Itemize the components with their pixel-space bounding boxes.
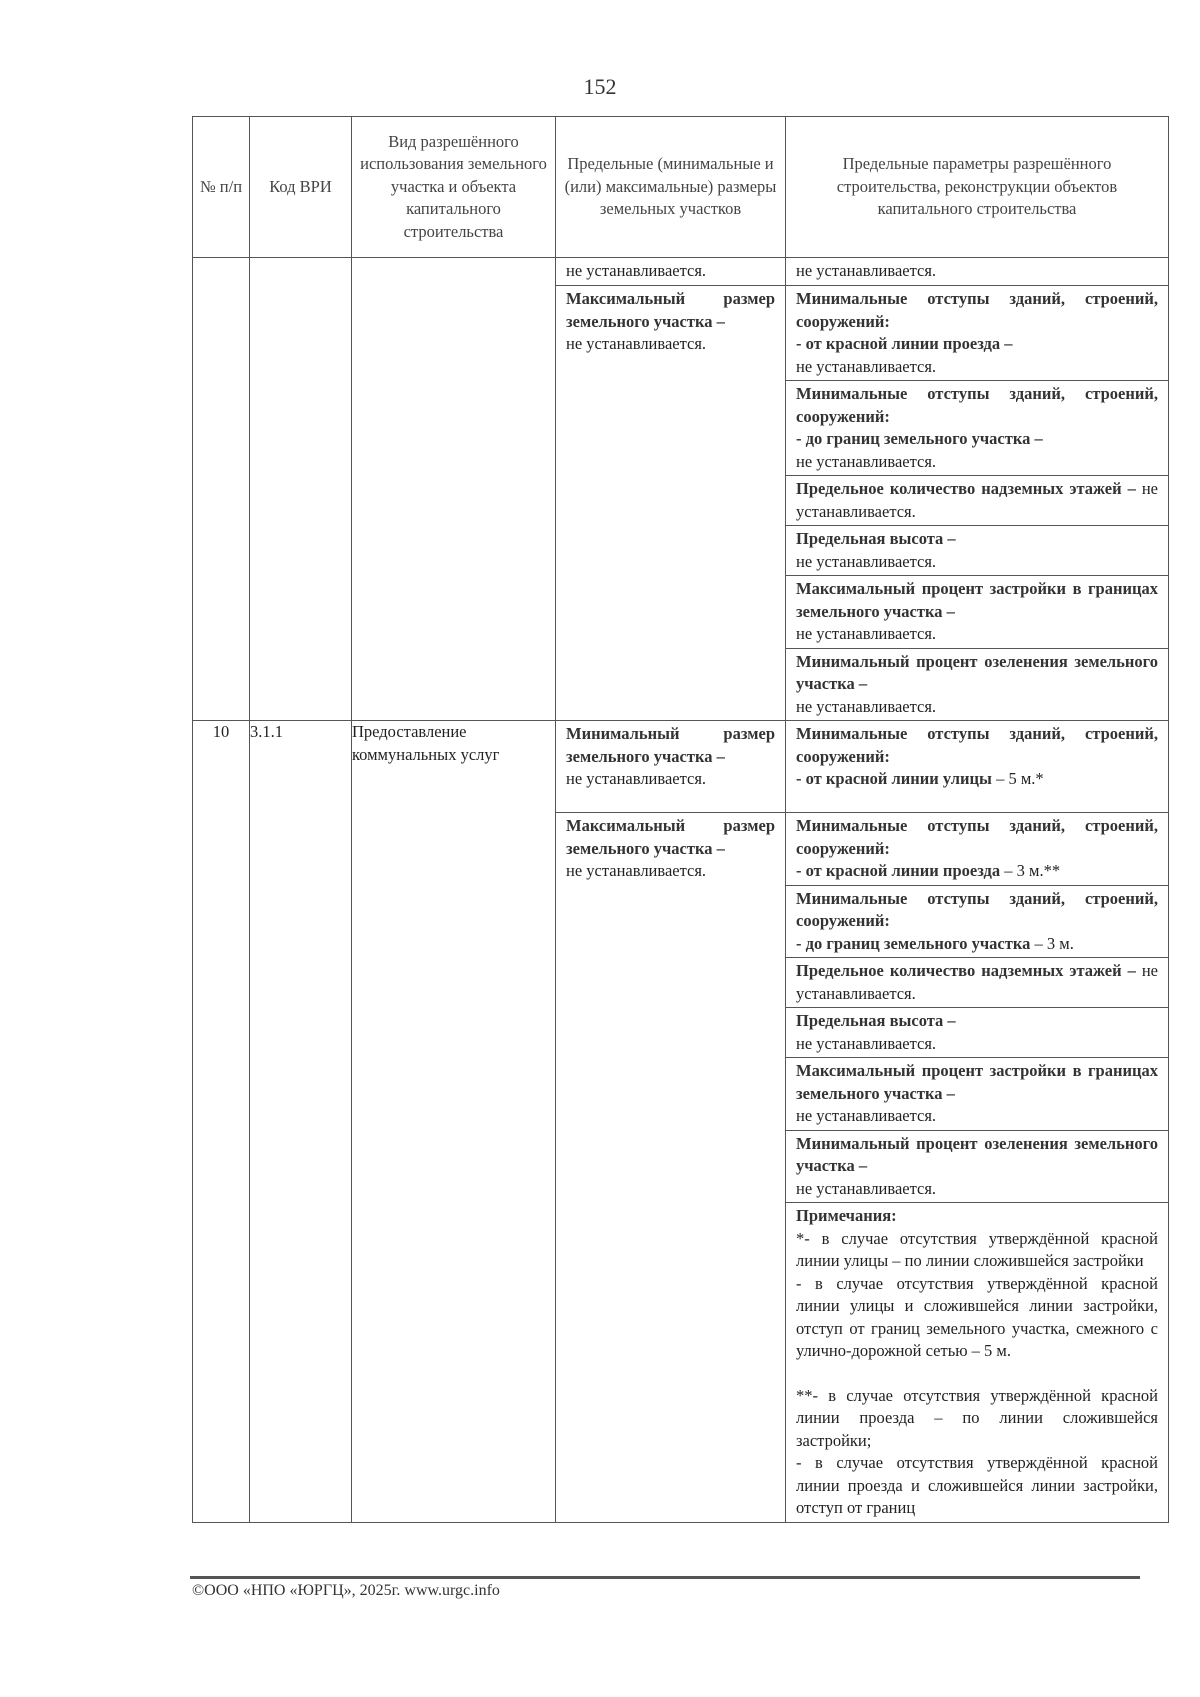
size-max xyxy=(556,285,785,358)
param-value: не устанавливается. xyxy=(796,696,937,716)
param-setback-boundary xyxy=(786,885,1168,958)
cell-size xyxy=(556,721,786,1523)
param-line2: - от красной линии улицы xyxy=(796,769,992,788)
header-code: Код ВРИ xyxy=(250,117,352,258)
param-label: Минимальные отступы зданий, строений, сооружений: xyxy=(796,384,1158,426)
note-4: - в случае отсутствия утверждённой красной линии проезда и сложившейся линии застройки, отступ от границ xyxy=(796,1453,1158,1517)
param-floors xyxy=(786,957,1168,1007)
cell-size-continued xyxy=(556,258,786,721)
param-value: не устанавливается. xyxy=(796,479,1158,521)
param-label: Минимальный процент озеленения земельного участка – xyxy=(796,1133,1158,1175)
cell-use xyxy=(352,258,556,721)
param-label: Предельная высота – xyxy=(796,1011,956,1030)
notes xyxy=(786,1202,1168,1522)
param-value: – 3 м. xyxy=(1030,933,1074,953)
footer-copyright: ©ООО «НПО «ЮРГЦ», 2025г. www.urgc.info xyxy=(192,1582,500,1599)
param-label: Минимальные отступы зданий, строений, сооружений: xyxy=(796,816,1158,858)
param-min-greenery xyxy=(786,648,1168,721)
param-height xyxy=(786,525,1168,575)
param-label: Предельное количество надземных этажей – xyxy=(796,961,1136,980)
param-value: не устанавливается. xyxy=(796,1106,937,1125)
param-value: не устанавливается. xyxy=(796,1033,937,1053)
cell-params xyxy=(786,721,1169,1523)
param-setback-driveway xyxy=(786,812,1168,885)
size-max-value: не устанавливается. xyxy=(566,334,707,353)
cell-use: Предоставление коммунальных услуг xyxy=(352,721,556,1523)
size-min-label: Минимальный размер земельного участка – xyxy=(566,724,775,766)
header-params: Предельные параметры разрешённого строительства, реконструкции объектов капитального строительства xyxy=(786,117,1169,258)
param-value: – 5 м.* xyxy=(991,769,1044,788)
size-max-label: Максимальный размер земельного участка – xyxy=(566,289,775,331)
size-max-value: не устанавливается. xyxy=(566,861,707,880)
param-line2: - от красной линии проезда – xyxy=(796,334,1013,353)
regulations-table xyxy=(192,116,1169,1523)
header-num: № п/п xyxy=(193,117,250,258)
param-line2: - от красной линии проезда xyxy=(796,861,1001,880)
note-3: **- в случае отсутствия утверждённой красной линии проезда – по линии сложившейся застройки; xyxy=(796,1385,1158,1450)
param-value: – 3 м.** xyxy=(1000,861,1061,880)
note-1: *- в случае отсутствия утверждённой красной линии улицы – по линии сложившейся застройки xyxy=(796,1228,1158,1270)
size-max-label: Максимальный размер земельного участка – xyxy=(566,816,775,858)
param-value: не устанавливается. xyxy=(796,961,1158,1003)
param-label: Предельная высота – xyxy=(796,529,956,548)
param-line2: - до границ земельного участка xyxy=(796,933,1031,953)
param-label: Минимальные отступы зданий, строений, сооружений: xyxy=(796,724,1158,766)
param-label: Минимальные отступы зданий, строений, сооружений: xyxy=(796,289,1158,331)
cell-code: 3.1.1 xyxy=(250,721,352,1523)
size-min-value: не устанавливается. xyxy=(566,769,707,788)
param-label: Предельное количество надземных этажей – xyxy=(796,479,1136,498)
notes-title: Примечания: xyxy=(796,1206,897,1225)
size-min xyxy=(556,721,785,812)
param-top: не устанавливается. xyxy=(796,261,937,280)
footer-rule xyxy=(190,1576,1140,1579)
cell-params-continued xyxy=(786,258,1169,721)
param-value: не устанавливается. xyxy=(796,451,937,471)
note-gap xyxy=(796,1363,1158,1385)
param-setback-red-line xyxy=(786,285,1168,380)
note-2: - в случае отсутствия утверждённой красной линии улицы и сложившейся линии застройки, отступ от границ земельного участка, смежного с улично-дорожной сетью – 5 м. xyxy=(796,1273,1158,1360)
page-number: 152 xyxy=(583,74,617,99)
param-value: не устанавливается. xyxy=(796,551,937,571)
cell-num: 10 xyxy=(193,721,250,1523)
param-value: не устанавливается. xyxy=(796,356,937,376)
param-value: не устанавливается. xyxy=(796,624,937,643)
cell-num xyxy=(193,258,250,721)
cell-code xyxy=(250,258,352,721)
param-value: не устанавливается. xyxy=(796,1178,937,1198)
table-row-continued xyxy=(193,258,1169,721)
param-setback-boundary xyxy=(786,380,1168,475)
param-height xyxy=(786,1007,1168,1057)
param-label: Минимальные отступы зданий, строений, сооружений: xyxy=(796,888,1158,930)
param-min-greenery xyxy=(786,1130,1168,1203)
header-row xyxy=(193,117,1169,258)
size-top: не устанавливается. xyxy=(566,261,707,280)
param-max-coverage xyxy=(786,575,1168,648)
param-line2: - до границ земельного участка – xyxy=(796,429,1043,448)
param-label: Максимальный процент застройки в границах земельного участка – xyxy=(796,579,1158,621)
param-setback-street xyxy=(786,721,1168,812)
header-size: Предельные (минимальные и (или) максимальные) размеры земельных участков xyxy=(556,117,786,258)
param-floors xyxy=(786,475,1168,525)
table-row-10 xyxy=(193,721,1169,1523)
param-label: Максимальный процент застройки в границах земельного участка – xyxy=(796,1061,1158,1103)
header-use: Вид разрешённого использования земельного участка и объекта капитального строительства xyxy=(352,117,556,258)
size-max xyxy=(556,812,785,885)
param-label: Минимальный процент озеленения земельного участка – xyxy=(796,651,1158,693)
param-max-coverage xyxy=(786,1057,1168,1130)
